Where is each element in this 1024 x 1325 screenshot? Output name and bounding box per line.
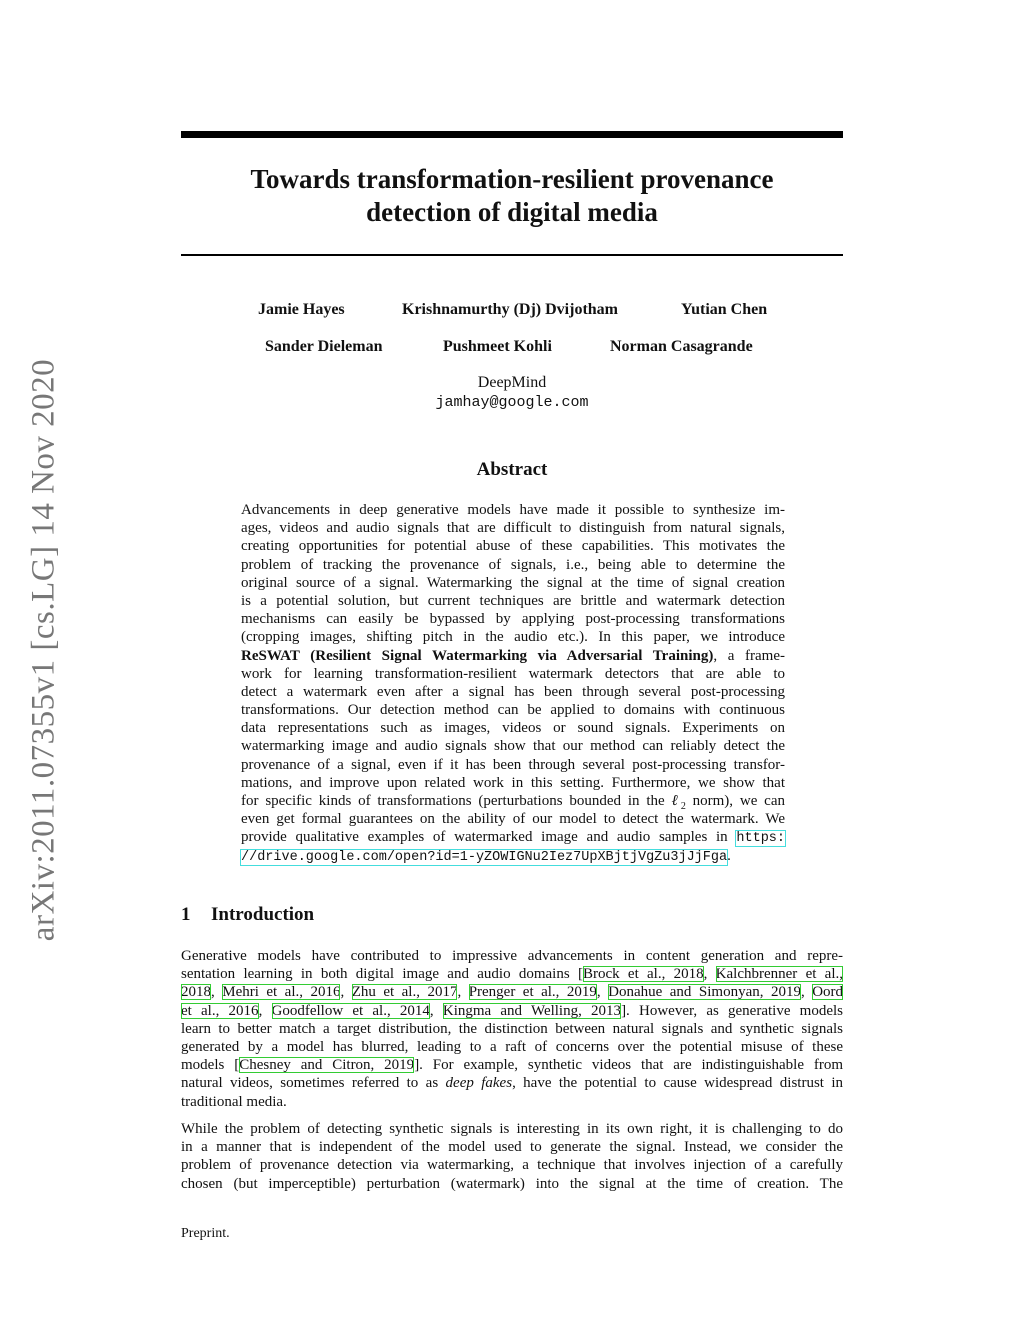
body-line: models [Chesney and Citron, 2019]. For example, synthetic videos that are indistinguishable from <box>181 1057 843 1074</box>
abstract-line: ReSWAT (Resilient Signal Watermarking via Adversarial Training), a frame- <box>241 647 785 664</box>
author-email: jamhay@google.com <box>435 394 589 411</box>
samples-link-continued[interactable]: //drive.google.com/open?id=1-yZOWIGNu2Iez7UpXBjtjVgZu3jJjFga <box>241 849 728 865</box>
footer-note: Preprint. <box>181 1226 230 1241</box>
author-name: Jamie Hayes <box>258 301 345 318</box>
emphasized-term: deep fakes <box>445 1075 513 1092</box>
abstract-line: problem of tracking the provenance of signals, i.e., being able to determine the <box>241 556 785 573</box>
arxiv-identifier-stamp: arXiv:2011.07355v1 [cs.LG] 14 Nov 2020 <box>25 358 62 942</box>
abstract-line: is a potential solution, but current techniques are brittle and watermark detection <box>241 592 785 609</box>
title-line-2: detection of digital media <box>366 197 658 227</box>
abstract-heading: Abstract <box>476 459 548 480</box>
body-line: While the problem of detecting synthetic signals is interesting in its own right, it is challenging to do <box>181 1121 843 1137</box>
paper-title <box>181 163 843 229</box>
citation-link[interactable]: Prenger et al., 2019 <box>468 984 597 1001</box>
intro-paragraph-2 <box>181 1120 843 1193</box>
abstract-line: provenance of a signal, even if it has been through several post-processing transfor- <box>241 756 785 773</box>
abstract-line: (cropping images, shifting pitch in the audio etc.). In this paper, we introduce <box>241 629 785 646</box>
abstract-line: detect a watermark even after a signal has been through several post-processing <box>241 683 785 700</box>
abstract-line: transformations. Our detection method can be applied to domains with continuous <box>241 702 785 719</box>
author-name: Krishnamurthy (Dj) Dvijotham <box>402 301 618 318</box>
abstract-line: //drive.google.com/open?id=1-yZOWIGNu2Iez7UpXBjtjVgZu3jJjFga. <box>241 847 731 865</box>
citation-link[interactable]: 2018 <box>181 984 211 1001</box>
body-line: traditional media. <box>181 1093 287 1110</box>
body-line: natural videos, sometimes referred to as deep fakes, have the potential to cause widespread distrust in <box>181 1075 844 1092</box>
body-line: in a manner that is independent of the model used to generate the signal. Instead, we consider the <box>181 1139 843 1156</box>
affiliation: DeepMind <box>477 374 547 391</box>
section-number: 1 <box>181 904 191 925</box>
author-name: Pushmeet Kohli <box>443 338 552 355</box>
intro-paragraph-1 <box>181 947 843 1111</box>
norm-symbol: ℓ <box>671 793 681 809</box>
body-line: chosen (but imperceptible) perturbation (watermark) into the signal at the time of creation. The <box>181 1175 843 1192</box>
body-line: problem of provenance detection via watermarking, a technique that involves injection of a carefully <box>181 1157 843 1174</box>
abstract-body <box>241 501 785 865</box>
abstract-line: even get formal guarantees on the ability of our model to detect the watermark. We <box>241 811 785 828</box>
body-line: generated by a model has blurred, leading to a raft of concerns over the potential misuse of these <box>181 1038 843 1055</box>
author-name: Sander Dieleman <box>265 338 383 355</box>
abstract-line: Advancements in deep generative models have made it possible to synthesize im- <box>241 502 785 518</box>
body-line: learn to better match a target distribution, the distinction between natural signals and synthetic signals <box>181 1020 843 1037</box>
body-line: 2018, Mehri et al., 2016, Zhu et al., 2017, Prenger et al., 2019, Donahue and Simonyan, 2019, Oord <box>181 984 844 1001</box>
section-heading-introduction <box>181 904 314 926</box>
abstract-line: creating opportunities for potential abuse of these capabilities. This motivates the <box>241 538 785 555</box>
method-name: ReSWAT (Resilient Signal Watermarking via Adversarial Training) <box>241 647 714 664</box>
citation-link[interactable]: Zhu et al., 2017 <box>351 984 458 1001</box>
citation-link[interactable]: Chesney and Citron, 2019 <box>239 1057 415 1074</box>
citation-link[interactable]: et al., 2016 <box>181 1002 259 1019</box>
abstract-line: provide qualitative examples of watermarked image and audio samples in https: <box>241 829 785 847</box>
abstract-line: original source of a signal. Watermarking the signal at the time of signal creation <box>241 574 785 591</box>
body-line: et al., 2016, Goodfellow et al., 2014, Kingma and Welling, 2013]. However, as generative models <box>181 1002 844 1019</box>
citation-link[interactable]: Kingma and Welling, 2013 <box>442 1002 622 1019</box>
samples-link[interactable]: https: <box>736 831 785 847</box>
abstract-line: watermarking image and audio signals show that our method can reliably detect the <box>241 738 785 755</box>
author-name: Norman Casagrande <box>610 338 753 355</box>
citation-link[interactable]: Donahue and Simonyan, 2019 <box>608 984 801 1001</box>
citation-link[interactable]: Brock et al., 2018 <box>582 966 704 983</box>
abstract-line: mations, and improve upon related work in this setting. Furthermore, we show that <box>241 774 785 791</box>
abstract-line: data representations such as images, videos or sound signals. Experiments on <box>241 720 785 737</box>
citation-link[interactable]: Mehri et al., 2016 <box>222 984 341 1001</box>
author-name: Yutian Chen <box>681 301 768 318</box>
body-line: sentation learning in both digital image and audio domains [Brock et al., 2018, Kalchbrenner et al., <box>181 966 844 983</box>
citation-link[interactable]: Oord <box>812 984 844 1001</box>
section-title: Introduction <box>211 904 315 925</box>
title-line-1: Towards transformation-resilient provenance <box>250 164 774 194</box>
abstract-line: work for learning transformation-resilient watermark detectors that are able to <box>241 665 785 682</box>
title-top-rule <box>181 131 843 138</box>
body-line: Generative models have contributed to impressive advancements in content generation and repre- <box>181 948 843 964</box>
citation-link[interactable]: Kalchbrenner et al., <box>715 966 844 983</box>
abstract-line: ages, videos and audio signals that are difficult to distinguish from natural signals, <box>241 520 785 537</box>
norm-subscript: 2 <box>680 801 686 812</box>
abstract-line: mechanisms can easily be bypassed by applying post-processing transformations <box>241 611 785 628</box>
title-bottom-rule <box>181 254 843 256</box>
abstract-line: for specific kinds of transformations (perturbations bounded in the ℓ$_2$ norm), we can <box>241 793 785 812</box>
citation-link[interactable]: Goodfellow et al., 2014 <box>271 1002 430 1019</box>
